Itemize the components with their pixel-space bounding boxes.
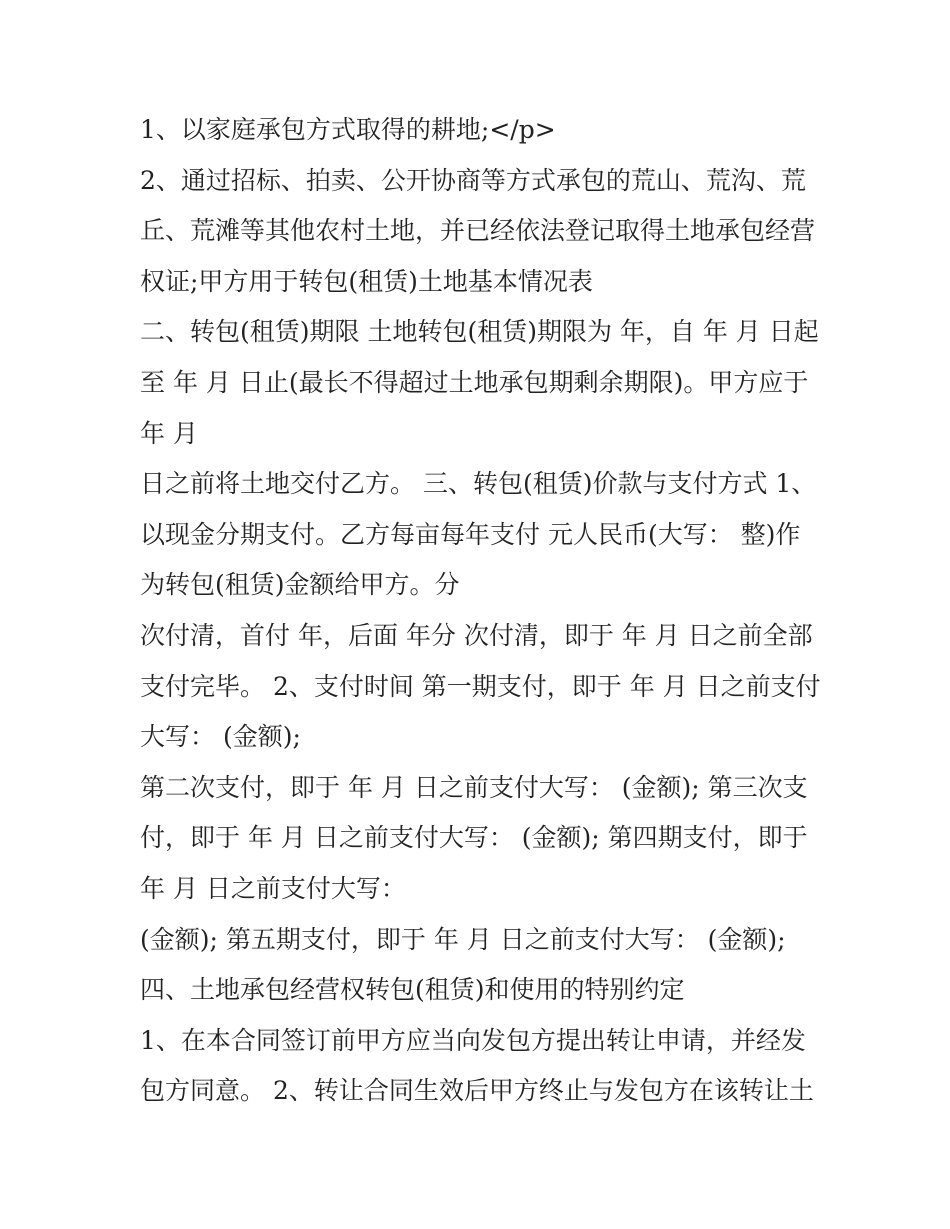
- text-line: 年 月: [140, 418, 198, 448]
- text-line: 日之前将土地交付乙方。 三、转包(租赁)价款与支付方式 1、: [140, 469, 817, 499]
- text-line: 权证;甲方用于转包(租赁)土地基本情况表: [140, 266, 593, 296]
- section-heading: 四、土地承包经营权转包(租赁)和使用的特别约定: [140, 975, 685, 1005]
- text-line: 以现金分期支付。乙方每亩每年支付 元人民币(大写： 整)作: [140, 519, 801, 549]
- text-line: 二、转包(租赁)期限 土地转包(租赁)期限为 年，自 年 月 日起: [140, 317, 819, 347]
- text-line: 为转包(租赁)金额给甲方。分: [140, 570, 460, 600]
- text-line: (金额); 第五期支付，即于 年 月 日之前支付大写： (金额);: [140, 924, 786, 954]
- text-line: 付，即于 年 月 日之前支付大写： (金额); 第四期支付，即于: [140, 823, 808, 853]
- text-line: 2、通过招标、拍卖、公开协商等方式承包的荒山、荒沟、荒: [140, 165, 806, 195]
- text-line: 1、在本合同签订前甲方应当向发包方提出转让申请，并经发: [140, 1025, 806, 1055]
- text-line: 包方同意。 2、转让合同生效后甲方终止与发包方在该转让土: [140, 1076, 814, 1106]
- document-body: [140, 105, 840, 1117]
- text-line: 大写： (金额);: [140, 722, 301, 752]
- text-line: 支付完毕。 2、支付时间 第一期支付，即于 年 月 日之前支付: [140, 671, 821, 701]
- text-line: 1、以家庭承包方式取得的耕地;</p>: [140, 115, 556, 144]
- text-line: 次付清，首付 年，后面 年分 次付清，即于 年 月 日之前全部: [140, 620, 813, 650]
- text-line: 丘、荒滩等其他农村土地，并已经依法登记取得土地承包经营: [140, 216, 816, 246]
- text-line: 第二次支付，即于 年 月 日之前支付大写： (金额); 第三次支: [140, 772, 808, 802]
- text-line: 至 年 月 日止(最长不得超过土地承包期剩余期限)。甲方应于: [140, 367, 809, 397]
- text-line: 年 月 日之前支付大写：: [140, 873, 406, 903]
